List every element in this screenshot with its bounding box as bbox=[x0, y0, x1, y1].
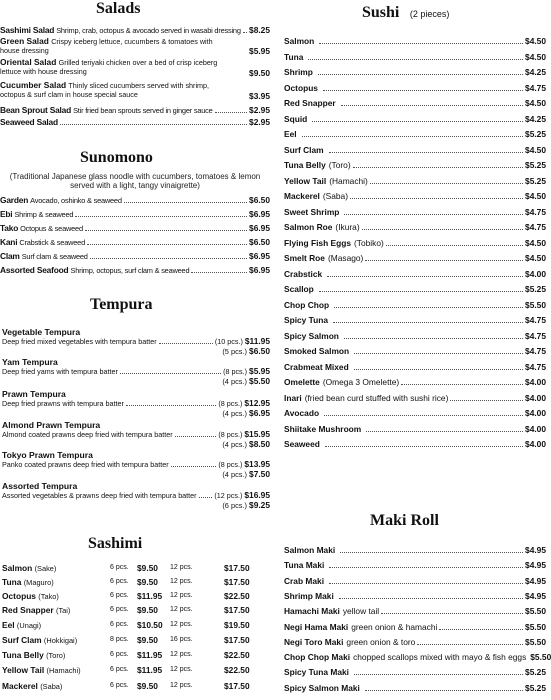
sushi-item-price: $4.75 bbox=[525, 206, 546, 217]
sushi-item-name: Avocado bbox=[284, 408, 320, 418]
sushi-item-desc: (Toro) bbox=[328, 160, 351, 170]
tempura-item-desc: Panko coated prawns deep fried with tempura batter (8 pcs.) $13.95 bbox=[2, 459, 270, 469]
sushi-item-name: Squid bbox=[284, 113, 308, 124]
sushi-row bbox=[284, 315, 546, 325]
dot-leader bbox=[365, 690, 523, 691]
sushi-item-price: $4.25 bbox=[525, 113, 546, 124]
menu-item: Oriental Salad Grilled teriyaki chicken over a bed of crisp iceberg lettuce with house dressing $9.50 bbox=[0, 57, 270, 78]
sushi-item-name: Salmon Roe bbox=[284, 222, 333, 232]
dot-leader bbox=[366, 431, 523, 432]
maki-item-price: $5.50 bbox=[525, 621, 546, 632]
sushi-row bbox=[284, 145, 546, 155]
menu-item: Bean Sprout Salad Stir fried bean sprouts served in ginger sauce $2.95 bbox=[0, 105, 270, 115]
sushi-item-price: $4.75 bbox=[525, 361, 546, 372]
sushi-item-price: $4.50 bbox=[525, 191, 546, 201]
dot-leader bbox=[333, 322, 523, 323]
sushi-item-desc: (Tobiko) bbox=[354, 237, 384, 248]
sushi-row bbox=[284, 408, 546, 418]
sushi-item-name: Omelette bbox=[284, 377, 320, 387]
sushi-item-name: Shiitake Mushroom bbox=[284, 423, 362, 434]
tempura-item-name: Prawn Tempura bbox=[2, 389, 66, 399]
dot-leader bbox=[362, 229, 523, 230]
tempura-title: Tempura bbox=[90, 296, 153, 313]
sushi-item-name: Shrimp bbox=[284, 67, 313, 77]
dot-leader bbox=[381, 613, 523, 614]
sushi-item-price: $5.25 bbox=[525, 284, 546, 294]
dot-leader bbox=[439, 629, 523, 630]
sushi-row bbox=[284, 160, 546, 170]
dot-leader bbox=[350, 198, 523, 199]
sushi-row bbox=[284, 83, 546, 93]
menu-item: Green Salad Crispy iceberg lettuce, cucumbers & tomatoes with house dressing $5.95 bbox=[0, 36, 270, 56]
maki-row bbox=[284, 576, 546, 586]
maki-item-price: $5.50 bbox=[525, 606, 546, 617]
tempura-item-desc: Deep fried yams with tempura batter (8 pcs.) $5.95 bbox=[2, 366, 270, 376]
sushi-row bbox=[284, 393, 546, 403]
sushi-row bbox=[284, 207, 546, 217]
sushi-item-price: $5.25 bbox=[525, 160, 546, 170]
maki-item-price: $5.25 bbox=[525, 667, 546, 678]
tempura-half: (4 pcs.) $5.50 bbox=[222, 376, 270, 386]
sushi-item-desc: (Masago) bbox=[327, 253, 364, 263]
maki-item-desc: chopped scallops mixed with mayo & fish eggs bbox=[353, 652, 527, 663]
maki-item-desc: green onion & hamachi bbox=[351, 621, 438, 632]
sushi-item-name: Tuna Belly bbox=[284, 160, 326, 170]
maki-item-name: Hamachi Maki bbox=[284, 606, 340, 617]
maki-item-name: Spicy Salmon Maki bbox=[284, 682, 360, 693]
sushi-item-price: $4.00 bbox=[525, 408, 546, 418]
maki-row bbox=[284, 683, 546, 693]
maki-row bbox=[284, 637, 546, 647]
sushi-item-price: $4.50 bbox=[525, 237, 546, 248]
dot-leader bbox=[319, 291, 523, 292]
sushi-title: Sushi bbox=[362, 4, 400, 21]
sushi-item-name: Crabstick bbox=[284, 268, 323, 279]
sushi-item-price: $4.75 bbox=[525, 222, 546, 232]
sushi-row bbox=[284, 129, 546, 139]
menu-item: Assorted Seafood Shrimp, octopus, surf clam & seaweed $6.95 bbox=[0, 265, 270, 275]
sushi-item-name: Spicy Salmon bbox=[284, 330, 339, 341]
sushi-item-desc: (fried bean curd stuffed with sushi rice) bbox=[304, 392, 449, 403]
sushi-row bbox=[284, 346, 546, 356]
maki-item-price: $4.95 bbox=[525, 590, 546, 601]
menu-item: Tako Octopus & seaweed $6.95 bbox=[0, 223, 270, 233]
tempura-half: (6 pcs.) $9.25 bbox=[222, 500, 270, 510]
sushi-item-name: Tuna bbox=[284, 51, 304, 62]
maki-item-name: Shrimp Maki bbox=[284, 590, 334, 601]
sushi-item-price: $4.00 bbox=[525, 377, 546, 387]
sushi-item-price: $4.50 bbox=[525, 51, 546, 62]
dot-leader bbox=[327, 276, 523, 277]
sushi-row bbox=[284, 253, 546, 263]
dot-leader bbox=[401, 384, 523, 385]
tempura-half: (4 pcs.) $7.50 bbox=[222, 469, 270, 479]
dot-leader bbox=[370, 183, 523, 184]
sushi-item-desc: (Omega 3 Omelette) bbox=[322, 377, 400, 387]
dot-leader bbox=[417, 644, 523, 645]
dot-leader bbox=[325, 446, 523, 447]
sushi-item-name: Spicy Tuna bbox=[284, 315, 329, 325]
dot-leader bbox=[340, 552, 523, 553]
sushi-item-name: Surf Clam bbox=[284, 144, 324, 155]
dot-leader bbox=[319, 43, 523, 44]
sushi-heading bbox=[362, 4, 449, 22]
menu-item: Seaweed Salad $2.95 bbox=[0, 117, 270, 127]
sushi-item-price: $5.25 bbox=[525, 175, 546, 186]
sushi-row bbox=[284, 269, 546, 279]
maki-item-price: $5.50 bbox=[525, 636, 546, 647]
maki-item-desc: yellow tail bbox=[342, 606, 380, 617]
maki-item-name: Chop Chop Maki bbox=[284, 652, 351, 663]
dot-leader bbox=[329, 583, 523, 584]
dot-leader bbox=[354, 353, 523, 354]
tempura-item-name: Yam Tempura bbox=[2, 357, 58, 367]
sushi-item-price: $5.25 bbox=[525, 129, 546, 139]
sushi-item-price: $4.75 bbox=[525, 82, 546, 93]
sushi-item-name: Crabmeat Mixed bbox=[284, 361, 349, 372]
menu-item: Cucumber Salad Thinly sliced cucumbers served with shrimp, octopus & surf clam in house special sauce $3.95 bbox=[0, 80, 270, 101]
tempura-half: (5 pcs.) $6.50 bbox=[222, 346, 270, 356]
sushi-item-price: $5.50 bbox=[525, 299, 546, 310]
menu-item: Garden Avocado, oshinko & seaweed $6.50 bbox=[0, 195, 270, 205]
sushi-item-price: $4.00 bbox=[525, 268, 546, 279]
tempura-item-desc: Assorted vegetables & prawns deep fried with tempura batter (12 pcs.) $16.95 bbox=[2, 490, 270, 500]
sushi-item-desc: (Saba) bbox=[322, 191, 348, 201]
maki-row bbox=[284, 667, 546, 677]
tempura-item-name: Almond Prawn Tempura bbox=[2, 420, 101, 430]
dot-leader bbox=[365, 260, 523, 261]
sushi-item-name: Scallop bbox=[284, 284, 314, 294]
sushi-row bbox=[284, 238, 546, 248]
sushi-item-name: Yellow Tail bbox=[284, 175, 327, 186]
maki-item-price: $4.95 bbox=[525, 560, 546, 571]
sushi-item-name: Octopus bbox=[284, 82, 318, 93]
dot-leader bbox=[324, 415, 523, 416]
maki-item-price: $5.50 bbox=[530, 652, 551, 663]
sushi-item-price: $4.50 bbox=[525, 36, 546, 46]
sushi-row bbox=[284, 52, 546, 62]
dot-leader bbox=[329, 567, 523, 568]
tempura-item-name: Vegetable Tempura bbox=[2, 327, 81, 337]
sushi-row bbox=[284, 300, 546, 310]
sushi-item-desc: (Hamachi) bbox=[329, 175, 368, 186]
sunomono-note: (Traditional Japanese glass noodle with cucumbers, tomatoes & lemon served with a light, tangy vinaigrette) bbox=[9, 172, 261, 190]
sushi-item-price: $4.50 bbox=[525, 253, 546, 263]
maki-row bbox=[284, 560, 546, 570]
tempura-item-name: Tokyo Prawn Tempura bbox=[2, 450, 93, 460]
dot-leader bbox=[339, 598, 523, 599]
sushi-item-desc: (Ikura) bbox=[335, 222, 360, 232]
sushi-subtitle: (2 pieces) bbox=[409, 9, 450, 19]
sushi-item-name: Salmon bbox=[284, 36, 315, 46]
sushi-row bbox=[284, 377, 546, 387]
dot-leader bbox=[344, 214, 523, 215]
sunomono-title: Sunomono bbox=[80, 149, 153, 166]
sushi-item-price: $4.75 bbox=[525, 346, 546, 356]
sushi-item-name: Flying Fish Eggs bbox=[284, 237, 352, 248]
maki-item-desc: green onion & toro bbox=[346, 636, 416, 647]
dot-leader bbox=[323, 90, 523, 91]
menu-item: Clam Surf clam & seaweed $6.95 bbox=[0, 251, 270, 261]
maki-row bbox=[284, 591, 546, 601]
dot-leader bbox=[450, 400, 523, 401]
sushi-item-name: Mackerel bbox=[284, 191, 320, 201]
maki-item-name: Negi Hama Maki bbox=[284, 621, 349, 632]
sushi-item-name: Red Snapper bbox=[284, 98, 336, 108]
tempura-item-name: Assorted Tempura bbox=[2, 481, 78, 491]
sushi-row bbox=[284, 284, 546, 294]
dot-leader bbox=[329, 152, 523, 153]
maki-item-name: Tuna Maki bbox=[284, 560, 325, 571]
tempura-item-desc: Almond coated prawns deep fried with tempura batter (8 pcs.) $15.95 bbox=[2, 429, 270, 439]
dot-leader bbox=[353, 167, 523, 168]
sushi-row bbox=[284, 176, 546, 186]
dot-leader bbox=[302, 136, 523, 137]
maki-item-name: Crab Maki bbox=[284, 575, 325, 586]
dot-leader bbox=[312, 121, 523, 122]
dot-leader bbox=[354, 674, 523, 675]
sushi-item-price: $4.00 bbox=[525, 439, 546, 449]
sushi-row bbox=[284, 114, 546, 124]
menu-item: Sashimi Salad Shrimp, crab, octopus & avocado served in wasabi dressing $8.25 bbox=[0, 25, 270, 35]
menu-item: Ebi Shrimp & seaweed $6.95 bbox=[0, 209, 270, 219]
maki-title: Maki Roll bbox=[370, 512, 439, 529]
maki-item-price: $4.95 bbox=[525, 545, 546, 555]
sushi-item-price: $4.25 bbox=[525, 67, 546, 77]
tempura-item-desc: Deep fried mixed vegetables with tempura batter (10 pcs.) $11.95 bbox=[2, 336, 270, 346]
sushi-row bbox=[284, 439, 546, 449]
sushi-item-name: Eel bbox=[284, 129, 297, 139]
sushi-item-name: Smoked Salmon bbox=[284, 346, 350, 356]
sushi-row bbox=[284, 222, 546, 232]
sushi-row bbox=[284, 67, 546, 77]
tempura-half: (4 pcs.) $8.50 bbox=[222, 439, 270, 449]
sushi-row bbox=[284, 191, 546, 201]
sushi-item-price: $4.75 bbox=[525, 330, 546, 341]
maki-row bbox=[284, 606, 546, 616]
sushi-item-price: $4.00 bbox=[525, 423, 546, 434]
dot-leader bbox=[386, 245, 523, 246]
sushi-row bbox=[284, 362, 546, 372]
dot-leader bbox=[344, 338, 523, 339]
tempura-item-desc: Deep fried prawns with tempura batter (8 pcs.) $12.95 bbox=[2, 398, 270, 408]
maki-item-name: Negi Toro Maki bbox=[284, 636, 344, 647]
sushi-item-name: Inari bbox=[284, 392, 302, 403]
maki-row bbox=[284, 622, 546, 632]
sushi-item-price: $4.00 bbox=[525, 392, 546, 403]
sushi-item-price: $4.50 bbox=[525, 98, 546, 108]
sushi-item-name: Chop Chop bbox=[284, 299, 330, 310]
maki-item-name: Salmon Maki bbox=[284, 545, 336, 555]
sushi-row bbox=[284, 331, 546, 341]
maki-item-price: $4.95 bbox=[525, 575, 546, 586]
dot-leader bbox=[341, 105, 523, 106]
dot-leader bbox=[354, 369, 523, 370]
dot-leader bbox=[308, 59, 523, 60]
dot-leader bbox=[334, 307, 523, 308]
maki-item-name: Spicy Tuna Maki bbox=[284, 667, 349, 678]
dot-leader bbox=[318, 74, 523, 75]
sashimi-title: Sashimi bbox=[88, 535, 143, 552]
sushi-item-name: Sweet Shrimp bbox=[284, 206, 340, 217]
maki-item-price: $5.25 bbox=[525, 682, 546, 693]
sushi-item-price: $4.75 bbox=[525, 315, 546, 325]
sushi-row bbox=[284, 98, 546, 108]
sushi-row bbox=[284, 36, 546, 46]
menu-item: Kani Crabstick & seaweed $6.50 bbox=[0, 237, 270, 247]
sushi-item-price: $4.50 bbox=[525, 144, 546, 155]
tempura-half: (4 pcs.) $6.95 bbox=[222, 408, 270, 418]
maki-row bbox=[284, 545, 546, 555]
salads-title: Salads bbox=[96, 0, 141, 17]
sushi-item-name: Seaweed bbox=[284, 439, 320, 449]
maki-row bbox=[284, 652, 551, 663]
sushi-row bbox=[284, 424, 546, 434]
sushi-item-name: Smelt Roe bbox=[284, 253, 325, 263]
